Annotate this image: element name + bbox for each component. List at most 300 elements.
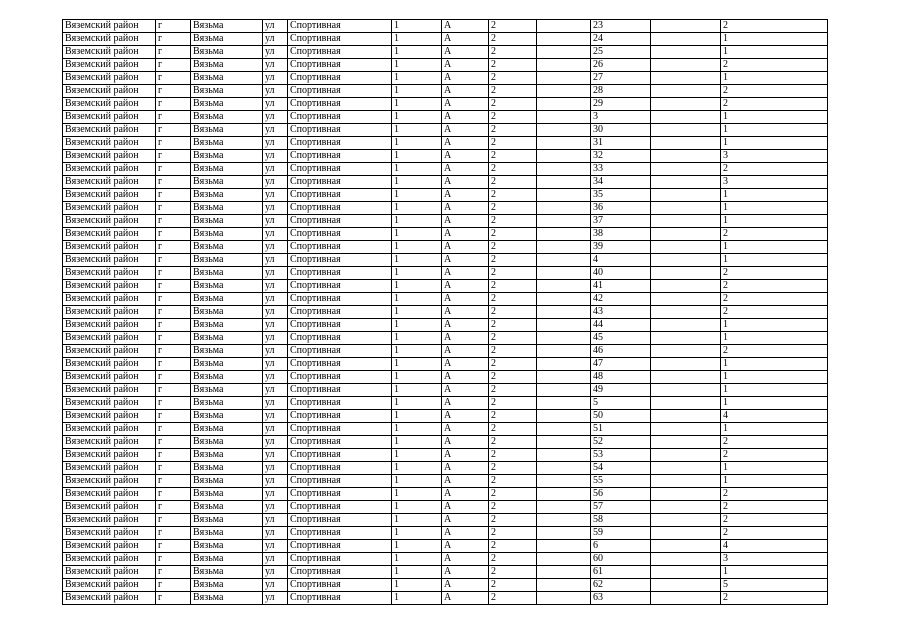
cell-value: 2 xyxy=(721,527,828,540)
cell-c6: 1 xyxy=(392,306,442,319)
cell-c6: 1 xyxy=(392,280,442,293)
table-row xyxy=(63,20,828,33)
cell-value: 4 xyxy=(721,540,828,553)
cell-c9 xyxy=(537,540,591,553)
cell-settlement: Вязьма xyxy=(191,176,263,189)
cell-c9 xyxy=(537,345,591,358)
cell-value: 1 xyxy=(721,124,828,137)
cell-settlement: Вязьма xyxy=(191,501,263,514)
cell-settlement_type: г xyxy=(156,72,191,85)
cell-c6: 1 xyxy=(392,579,442,592)
cell-street_type: ул xyxy=(263,137,288,150)
cell-c6: 1 xyxy=(392,358,442,371)
cell-street_type: ул xyxy=(263,436,288,449)
table-row xyxy=(63,137,828,150)
cell-c7: А xyxy=(442,384,489,397)
cell-c9 xyxy=(537,72,591,85)
cell-district: Вяземский район xyxy=(63,293,156,306)
cell-c11 xyxy=(651,267,721,280)
cell-c9 xyxy=(537,215,591,228)
table-row xyxy=(63,163,828,176)
cell-value: 2 xyxy=(721,449,828,462)
table-row xyxy=(63,228,828,241)
table-body xyxy=(63,20,828,605)
cell-c9 xyxy=(537,553,591,566)
cell-c11 xyxy=(651,189,721,202)
cell-value: 1 xyxy=(721,566,828,579)
cell-settlement_type: г xyxy=(156,59,191,72)
cell-house: 44 xyxy=(591,319,651,332)
cell-c6: 1 xyxy=(392,475,442,488)
cell-district: Вяземский район xyxy=(63,592,156,605)
cell-value: 2 xyxy=(721,501,828,514)
cell-value: 2 xyxy=(721,488,828,501)
cell-c11 xyxy=(651,345,721,358)
cell-c6: 1 xyxy=(392,501,442,514)
cell-c8: 2 xyxy=(489,293,537,306)
cell-settlement: Вязьма xyxy=(191,111,263,124)
cell-c6: 1 xyxy=(392,592,442,605)
cell-street: Спортивная xyxy=(288,436,392,449)
cell-c8: 2 xyxy=(489,384,537,397)
cell-c6: 1 xyxy=(392,33,442,46)
cell-street_type: ул xyxy=(263,46,288,59)
cell-street: Спортивная xyxy=(288,254,392,267)
cell-c8: 2 xyxy=(489,332,537,345)
cell-street: Спортивная xyxy=(288,215,392,228)
cell-settlement: Вязьма xyxy=(191,267,263,280)
cell-street: Спортивная xyxy=(288,514,392,527)
cell-district: Вяземский район xyxy=(63,358,156,371)
cell-settlement_type: г xyxy=(156,345,191,358)
cell-house: 41 xyxy=(591,280,651,293)
cell-street_type: ул xyxy=(263,579,288,592)
cell-c7: А xyxy=(442,59,489,72)
cell-street: Спортивная xyxy=(288,98,392,111)
cell-settlement_type: г xyxy=(156,384,191,397)
cell-settlement: Вязьма xyxy=(191,280,263,293)
cell-street_type: ул xyxy=(263,592,288,605)
cell-c8: 2 xyxy=(489,280,537,293)
cell-c6: 1 xyxy=(392,371,442,384)
cell-street: Спортивная xyxy=(288,306,392,319)
table-row xyxy=(63,202,828,215)
cell-c6: 1 xyxy=(392,111,442,124)
cell-house: 50 xyxy=(591,410,651,423)
cell-c6: 1 xyxy=(392,202,442,215)
cell-c7: А xyxy=(442,306,489,319)
cell-street: Спортивная xyxy=(288,462,392,475)
cell-c6: 1 xyxy=(392,345,442,358)
cell-house: 39 xyxy=(591,241,651,254)
table-row xyxy=(63,397,828,410)
cell-settlement_type: г xyxy=(156,228,191,241)
cell-c11 xyxy=(651,98,721,111)
cell-c6: 1 xyxy=(392,20,442,33)
table-row xyxy=(63,592,828,605)
cell-street_type: ул xyxy=(263,553,288,566)
cell-c8: 2 xyxy=(489,85,537,98)
cell-street_type: ул xyxy=(263,566,288,579)
cell-street: Спортивная xyxy=(288,592,392,605)
cell-settlement_type: г xyxy=(156,33,191,46)
cell-street: Спортивная xyxy=(288,163,392,176)
table-row xyxy=(63,85,828,98)
cell-c11 xyxy=(651,280,721,293)
cell-value: 2 xyxy=(721,280,828,293)
cell-value: 2 xyxy=(721,267,828,280)
cell-settlement_type: г xyxy=(156,85,191,98)
cell-house: 36 xyxy=(591,202,651,215)
cell-c6: 1 xyxy=(392,241,442,254)
cell-district: Вяземский район xyxy=(63,527,156,540)
cell-c8: 2 xyxy=(489,254,537,267)
cell-c7: А xyxy=(442,72,489,85)
table-row xyxy=(63,293,828,306)
cell-value: 1 xyxy=(721,332,828,345)
cell-district: Вяземский район xyxy=(63,579,156,592)
cell-c7: А xyxy=(442,319,489,332)
cell-street_type: ул xyxy=(263,215,288,228)
cell-house: 30 xyxy=(591,124,651,137)
cell-c8: 2 xyxy=(489,462,537,475)
cell-value: 2 xyxy=(721,306,828,319)
cell-settlement_type: г xyxy=(156,254,191,267)
cell-c6: 1 xyxy=(392,384,442,397)
cell-district: Вяземский район xyxy=(63,423,156,436)
cell-value: 4 xyxy=(721,410,828,423)
table-row xyxy=(63,306,828,319)
cell-settlement: Вязьма xyxy=(191,150,263,163)
cell-c7: А xyxy=(442,124,489,137)
cell-c8: 2 xyxy=(489,72,537,85)
cell-c7: А xyxy=(442,20,489,33)
cell-district: Вяземский район xyxy=(63,540,156,553)
table-row xyxy=(63,514,828,527)
cell-value: 1 xyxy=(721,423,828,436)
cell-c9 xyxy=(537,189,591,202)
cell-house: 54 xyxy=(591,462,651,475)
table-row xyxy=(63,46,828,59)
cell-c8: 2 xyxy=(489,501,537,514)
cell-c11 xyxy=(651,358,721,371)
cell-value: 2 xyxy=(721,345,828,358)
cell-c11 xyxy=(651,332,721,345)
cell-c7: А xyxy=(442,46,489,59)
cell-c6: 1 xyxy=(392,85,442,98)
cell-settlement: Вязьма xyxy=(191,202,263,215)
cell-c8: 2 xyxy=(489,514,537,527)
table-row xyxy=(63,384,828,397)
cell-value: 1 xyxy=(721,358,828,371)
cell-district: Вяземский район xyxy=(63,384,156,397)
cell-district: Вяземский район xyxy=(63,111,156,124)
cell-settlement: Вязьма xyxy=(191,592,263,605)
table-row xyxy=(63,345,828,358)
table-row xyxy=(63,501,828,514)
table-row xyxy=(63,124,828,137)
cell-c8: 2 xyxy=(489,306,537,319)
cell-c9 xyxy=(537,59,591,72)
cell-house: 40 xyxy=(591,267,651,280)
cell-street: Спортивная xyxy=(288,189,392,202)
cell-c7: А xyxy=(442,566,489,579)
cell-street_type: ул xyxy=(263,397,288,410)
cell-value: 2 xyxy=(721,163,828,176)
cell-c7: А xyxy=(442,33,489,46)
cell-district: Вяземский район xyxy=(63,163,156,176)
cell-c11 xyxy=(651,254,721,267)
cell-c7: А xyxy=(442,254,489,267)
cell-street: Спортивная xyxy=(288,46,392,59)
cell-district: Вяземский район xyxy=(63,124,156,137)
cell-c11 xyxy=(651,20,721,33)
cell-c7: А xyxy=(442,371,489,384)
cell-c7: А xyxy=(442,540,489,553)
cell-house: 55 xyxy=(591,475,651,488)
cell-c11 xyxy=(651,397,721,410)
cell-c11 xyxy=(651,241,721,254)
cell-settlement: Вязьма xyxy=(191,85,263,98)
cell-house: 28 xyxy=(591,85,651,98)
table-row xyxy=(63,280,828,293)
cell-street_type: ул xyxy=(263,527,288,540)
cell-house: 24 xyxy=(591,33,651,46)
cell-district: Вяземский район xyxy=(63,514,156,527)
cell-street_type: ул xyxy=(263,449,288,462)
cell-settlement: Вязьма xyxy=(191,254,263,267)
cell-value: 1 xyxy=(721,215,828,228)
cell-house: 57 xyxy=(591,501,651,514)
cell-c6: 1 xyxy=(392,267,442,280)
cell-house: 59 xyxy=(591,527,651,540)
cell-c11 xyxy=(651,553,721,566)
cell-street_type: ул xyxy=(263,371,288,384)
cell-c8: 2 xyxy=(489,59,537,72)
cell-settlement_type: г xyxy=(156,397,191,410)
cell-c11 xyxy=(651,436,721,449)
cell-street_type: ул xyxy=(263,319,288,332)
table-row xyxy=(63,423,828,436)
cell-c6: 1 xyxy=(392,488,442,501)
cell-street_type: ул xyxy=(263,540,288,553)
cell-c8: 2 xyxy=(489,189,537,202)
cell-house: 26 xyxy=(591,59,651,72)
cell-value: 1 xyxy=(721,384,828,397)
cell-c7: А xyxy=(442,137,489,150)
cell-value: 1 xyxy=(721,475,828,488)
cell-value: 2 xyxy=(721,85,828,98)
cell-c7: А xyxy=(442,488,489,501)
cell-c8: 2 xyxy=(489,150,537,163)
cell-street_type: ул xyxy=(263,176,288,189)
cell-street_type: ул xyxy=(263,241,288,254)
table-row xyxy=(63,579,828,592)
cell-c8: 2 xyxy=(489,345,537,358)
cell-settlement: Вязьма xyxy=(191,423,263,436)
cell-c11 xyxy=(651,488,721,501)
cell-c6: 1 xyxy=(392,293,442,306)
cell-street: Спортивная xyxy=(288,176,392,189)
cell-house: 51 xyxy=(591,423,651,436)
cell-settlement: Вязьма xyxy=(191,241,263,254)
cell-c8: 2 xyxy=(489,358,537,371)
cell-house: 56 xyxy=(591,488,651,501)
cell-c8: 2 xyxy=(489,20,537,33)
cell-district: Вяземский район xyxy=(63,397,156,410)
cell-c7: А xyxy=(442,423,489,436)
cell-street: Спортивная xyxy=(288,566,392,579)
cell-street: Спортивная xyxy=(288,280,392,293)
cell-settlement_type: г xyxy=(156,306,191,319)
cell-c6: 1 xyxy=(392,46,442,59)
cell-c9 xyxy=(537,462,591,475)
cell-c7: А xyxy=(442,189,489,202)
table-row xyxy=(63,488,828,501)
cell-settlement: Вязьма xyxy=(191,137,263,150)
cell-c8: 2 xyxy=(489,488,537,501)
cell-house: 25 xyxy=(591,46,651,59)
cell-c11 xyxy=(651,384,721,397)
cell-c8: 2 xyxy=(489,540,537,553)
cell-c7: А xyxy=(442,527,489,540)
cell-street_type: ул xyxy=(263,33,288,46)
cell-district: Вяземский район xyxy=(63,267,156,280)
cell-c8: 2 xyxy=(489,202,537,215)
cell-district: Вяземский район xyxy=(63,46,156,59)
cell-settlement: Вязьма xyxy=(191,488,263,501)
cell-house: 3 xyxy=(591,111,651,124)
cell-c11 xyxy=(651,228,721,241)
cell-c9 xyxy=(537,436,591,449)
cell-house: 29 xyxy=(591,98,651,111)
cell-house: 27 xyxy=(591,72,651,85)
cell-district: Вяземский район xyxy=(63,566,156,579)
cell-c8: 2 xyxy=(489,319,537,332)
cell-settlement_type: г xyxy=(156,579,191,592)
cell-value: 1 xyxy=(721,33,828,46)
cell-street: Спортивная xyxy=(288,410,392,423)
table-row xyxy=(63,98,828,111)
cell-c6: 1 xyxy=(392,540,442,553)
cell-house: 46 xyxy=(591,345,651,358)
cell-street_type: ул xyxy=(263,189,288,202)
cell-c8: 2 xyxy=(489,111,537,124)
cell-street_type: ул xyxy=(263,293,288,306)
cell-street: Спортивная xyxy=(288,228,392,241)
cell-settlement: Вязьма xyxy=(191,215,263,228)
cell-c11 xyxy=(651,475,721,488)
cell-c7: А xyxy=(442,85,489,98)
cell-c9 xyxy=(537,228,591,241)
cell-c7: А xyxy=(442,501,489,514)
cell-settlement_type: г xyxy=(156,423,191,436)
cell-c9 xyxy=(537,85,591,98)
cell-value: 1 xyxy=(721,189,828,202)
cell-district: Вяземский район xyxy=(63,228,156,241)
cell-settlement_type: г xyxy=(156,527,191,540)
table-row xyxy=(63,371,828,384)
cell-c11 xyxy=(651,137,721,150)
cell-house: 53 xyxy=(591,449,651,462)
cell-c8: 2 xyxy=(489,137,537,150)
cell-house: 43 xyxy=(591,306,651,319)
cell-c8: 2 xyxy=(489,371,537,384)
cell-district: Вяземский район xyxy=(63,254,156,267)
table-row xyxy=(63,33,828,46)
cell-c6: 1 xyxy=(392,189,442,202)
cell-c11 xyxy=(651,319,721,332)
cell-c7: А xyxy=(442,111,489,124)
cell-c8: 2 xyxy=(489,176,537,189)
cell-district: Вяземский район xyxy=(63,98,156,111)
cell-c6: 1 xyxy=(392,163,442,176)
cell-c9 xyxy=(537,514,591,527)
cell-street: Спортивная xyxy=(288,202,392,215)
cell-settlement: Вязьма xyxy=(191,72,263,85)
cell-value: 1 xyxy=(721,137,828,150)
table-row xyxy=(63,111,828,124)
cell-c7: А xyxy=(442,332,489,345)
cell-street_type: ул xyxy=(263,228,288,241)
cell-settlement_type: г xyxy=(156,371,191,384)
cell-c11 xyxy=(651,592,721,605)
cell-value: 1 xyxy=(721,397,828,410)
cell-district: Вяземский район xyxy=(63,59,156,72)
cell-street: Спортивная xyxy=(288,59,392,72)
cell-settlement_type: г xyxy=(156,137,191,150)
cell-c9 xyxy=(537,592,591,605)
cell-street: Спортивная xyxy=(288,397,392,410)
cell-house: 6 xyxy=(591,540,651,553)
table-row xyxy=(63,462,828,475)
cell-c8: 2 xyxy=(489,215,537,228)
cell-settlement: Вязьма xyxy=(191,553,263,566)
cell-house: 47 xyxy=(591,358,651,371)
cell-c6: 1 xyxy=(392,176,442,189)
cell-c9 xyxy=(537,98,591,111)
cell-c7: А xyxy=(442,267,489,280)
cell-settlement: Вязьма xyxy=(191,46,263,59)
cell-c9 xyxy=(537,33,591,46)
cell-settlement_type: г xyxy=(156,319,191,332)
table-row xyxy=(63,72,828,85)
cell-c6: 1 xyxy=(392,553,442,566)
cell-street_type: ул xyxy=(263,280,288,293)
cell-settlement_type: г xyxy=(156,176,191,189)
cell-settlement: Вязьма xyxy=(191,345,263,358)
cell-c7: А xyxy=(442,241,489,254)
cell-c7: А xyxy=(442,475,489,488)
cell-street_type: ул xyxy=(263,306,288,319)
cell-settlement: Вязьма xyxy=(191,566,263,579)
cell-c11 xyxy=(651,579,721,592)
cell-c6: 1 xyxy=(392,137,442,150)
cell-c9 xyxy=(537,293,591,306)
cell-street: Спортивная xyxy=(288,423,392,436)
cell-settlement: Вязьма xyxy=(191,163,263,176)
cell-street_type: ул xyxy=(263,410,288,423)
cell-c9 xyxy=(537,241,591,254)
cell-house: 38 xyxy=(591,228,651,241)
cell-settlement_type: г xyxy=(156,566,191,579)
cell-settlement: Вязьма xyxy=(191,33,263,46)
cell-c9 xyxy=(537,20,591,33)
cell-c9 xyxy=(537,410,591,423)
cell-district: Вяземский район xyxy=(63,241,156,254)
cell-house: 42 xyxy=(591,293,651,306)
cell-house: 63 xyxy=(591,592,651,605)
